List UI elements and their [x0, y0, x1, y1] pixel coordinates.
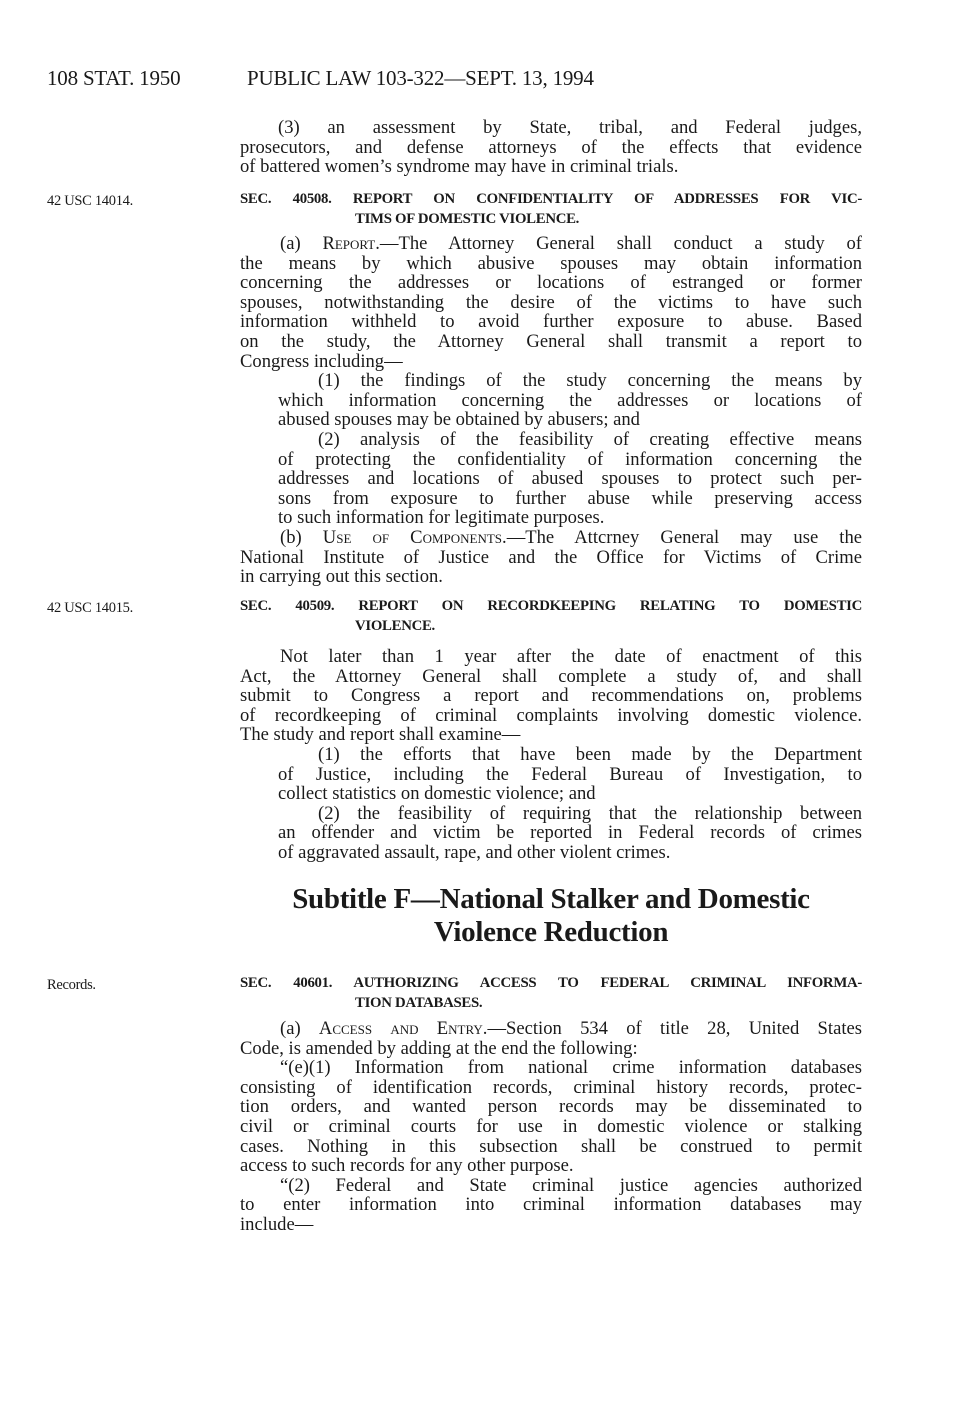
text-line: addresses and locations of abused spouses to protect such per-: [278, 468, 862, 490]
text-line: National Institute of Justice and the Office for Victims of Crime: [240, 546, 862, 568]
text-line: civil or criminal courts for use in domestic violence or stalking: [240, 1115, 862, 1137]
text-line: of Justice, including the Federal Bureau of Investigation, to: [278, 763, 862, 785]
text-line: submit to Congress a report and recommendations on, problems: [240, 685, 862, 707]
text-line: concerning the addresses or locations of estranged or former: [240, 272, 862, 294]
text-line: Congress including—: [240, 350, 403, 372]
subtitle-line: Violence Reduction: [433, 916, 669, 948]
heading-line: VIOLENCE.: [355, 618, 435, 634]
text-run: —The Attcrney General may use the: [506, 526, 862, 548]
subtitle-heading: [240, 883, 862, 949]
text-line: spouses, notwithstanding the desire of the victims to have such: [240, 291, 862, 313]
subsection-caption: Report.: [322, 233, 380, 254]
subsection-label: (b): [280, 526, 323, 548]
quoted-2-line: “(2) Federal and State criminal justice agencies authorized: [280, 1174, 862, 1196]
section-heading-40601: [240, 973, 862, 1013]
quoted-e1-line: “(e)(1) Information from national crime information databases: [280, 1057, 862, 1079]
heading-line: SEC. 40601. AUTHORIZING ACCESS TO FEDERAL CRIMINAL INFORMA-: [240, 975, 862, 991]
text-line: prosecutors, and defense attorneys of the effects that evidence: [240, 136, 862, 158]
section-heading-40509: [240, 596, 862, 636]
subtitle-line: Subtitle F—National Stalker and Domestic: [292, 883, 810, 915]
text-line: (3) an assessment by State, tribal, and Federal judges,: [278, 117, 862, 138]
paragraph-1-line: (1) the findings of the study concerning the means by: [318, 370, 862, 392]
text-line: on the study, the Attorney General shall transmit a report to: [240, 330, 862, 352]
section-40509-body: [240, 647, 862, 863]
text-line: of protecting the confidentiality of information concerning the: [278, 448, 862, 470]
text-line: Not later than 1 year after the date of enactment of this: [280, 646, 862, 667]
text-line: collect statistics on domestic violence; and: [278, 783, 596, 805]
paragraph-2-line: (2) the feasibility of requiring that the relationship between: [318, 802, 862, 824]
text-line: to enter information into criminal information databases may: [240, 1194, 862, 1216]
text-line: The study and report shall examine—: [240, 724, 521, 746]
subsection-caption: Use of Components.: [322, 526, 507, 548]
subsection-a-first-line: [240, 1019, 862, 1039]
page-folio: 108 STAT. 1950: [47, 66, 181, 90]
text-line: sons from exposure to further abuse while preserving access: [278, 487, 862, 509]
text-line: of recordkeeping of criminal complaints involving domestic violence.: [240, 704, 862, 726]
heading-line: SEC. 40508. REPORT ON CONFIDENTIALITY OF ADDRESSES FOR VIC-: [240, 191, 862, 207]
subsection-label: (a): [280, 1018, 319, 1039]
text-run: —Section 534 of title 28, United States: [487, 1018, 862, 1039]
text-line: access to such records for any other purpose.: [240, 1155, 574, 1177]
text-line: which information concerning the addresses or locations of: [278, 389, 862, 411]
subsection-label: (a): [280, 233, 323, 254]
paragraph-2-line: (2) analysis of the feasibility of creating effective means: [318, 428, 862, 450]
heading-line: TIMS OF DOMESTIC VIOLENCE.: [355, 211, 580, 227]
text-line: Act, the Attorney General shall complete a study of, and shall: [240, 665, 862, 687]
text-line: to such information for legitimate purposes.: [278, 507, 605, 529]
margin-note-records: Records.: [47, 977, 96, 993]
heading-line: SEC. 40509. REPORT ON RECORDKEEPING RELATING TO DOMESTIC: [240, 598, 862, 614]
text-line: in carrying out this section.: [240, 566, 443, 588]
subsection-caption: Access and Entry.: [318, 1018, 488, 1039]
margin-note-usc-14014: 42 USC 14014.: [47, 193, 133, 209]
section-40601-body: [240, 1019, 862, 1235]
section-40508-body: [240, 234, 862, 587]
text-line: consisting of identification records, criminal history records, protec-: [240, 1076, 862, 1098]
text-line: abused spouses may be obtained by abusers; and: [278, 409, 640, 431]
text-line: the means by which abusive spouses may obtain information: [240, 252, 862, 274]
margin-note-usc-14015: 42 USC 14015.: [47, 600, 133, 616]
text-line: an offender and victim be reported in Federal records of crimes: [278, 822, 862, 844]
text-line: cases. Nothing in this subsection shall be construed to permit: [240, 1135, 862, 1157]
subsection-a-first-line: [240, 234, 862, 254]
text-line: tion orders, and wanted person records may be disseminated to: [240, 1096, 862, 1118]
law-citation: PUBLIC LAW 103-322—SEPT. 13, 1994: [247, 66, 594, 90]
previous-item-3: [240, 118, 862, 177]
text-line: Code, is amended by adding at the end the following:: [240, 1037, 638, 1059]
text-line: include—: [240, 1213, 314, 1235]
running-head: [47, 66, 867, 96]
heading-line: TION DATABASES.: [355, 995, 483, 1011]
paragraph-1-line: (1) the efforts that have been made by the Department: [318, 743, 862, 765]
text-run: —The Attorney General shall conduct a study of: [379, 233, 862, 254]
text-line: of aggravated assault, rape, and other violent crimes.: [278, 841, 671, 863]
subsection-b-first-line: [240, 528, 862, 548]
text-line: information withheld to avoid further exposure to abuse. Based: [240, 311, 862, 333]
text-line: of battered women’s syndrome may have in criminal trials.: [240, 156, 679, 178]
section-heading-40508: [240, 189, 862, 229]
